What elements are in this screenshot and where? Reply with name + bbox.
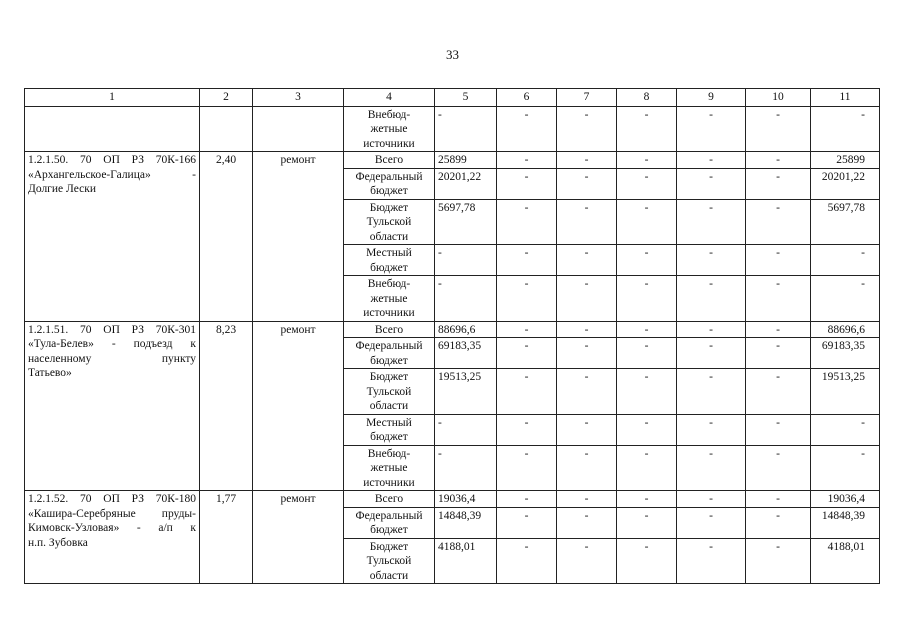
cell-col-8: - (617, 152, 677, 169)
cell-col-8: - (617, 507, 677, 538)
empty-cell (200, 106, 253, 152)
cell-col-8: - (617, 321, 677, 338)
cell-col-5: - (435, 414, 497, 445)
column-header-7: 7 (557, 89, 617, 107)
funding-source: Бюджет Тульской области (344, 369, 435, 415)
table-header-row (25, 89, 880, 107)
cell-col-6: - (497, 538, 557, 584)
cell-col-6: - (497, 276, 557, 322)
cell-col-9: - (677, 338, 746, 369)
cell-col-5: 14848,39 (435, 507, 497, 538)
funding-source: Всего (344, 152, 435, 169)
cell-col-9: - (677, 168, 746, 199)
cell-col-7: - (557, 276, 617, 322)
funding-source: Местный бюджет (344, 245, 435, 276)
cell-col-6: - (497, 445, 557, 491)
cell-col-11: - (811, 245, 880, 276)
work-type: ремонт (253, 152, 344, 322)
object-name-line: 1.2.1.52. 70 ОП РЗ 70К-180 (28, 493, 196, 505)
cell-col-8: - (617, 106, 677, 152)
cell-col-8: - (617, 369, 677, 415)
cell-col-9: - (677, 538, 746, 584)
cell-col-11: - (811, 414, 880, 445)
cell-col-7: - (557, 507, 617, 538)
column-header-10: 10 (746, 89, 811, 107)
cell-col-6: - (497, 507, 557, 538)
cell-col-9: - (677, 445, 746, 491)
cell-col-5: - (435, 276, 497, 322)
column-header-9: 9 (677, 89, 746, 107)
page-number: 33 (446, 47, 459, 62)
cell-col-10: - (746, 369, 811, 415)
cell-col-7: - (557, 369, 617, 415)
cell-col-6: - (497, 491, 557, 508)
object-name-line: Кимовск-Узловая» - а/п к (28, 522, 196, 534)
cell-col-7: - (557, 168, 617, 199)
funding-source: Внебюд- жетные источники (344, 106, 435, 152)
object-name-line: Татьево» (28, 367, 72, 379)
cell-col-7: - (557, 338, 617, 369)
empty-cell (253, 106, 344, 152)
cell-col-5: 69183,35 (435, 338, 497, 369)
cell-col-10: - (746, 445, 811, 491)
object-name (25, 491, 200, 584)
cell-col-10: - (746, 199, 811, 245)
cell-col-6: - (497, 106, 557, 152)
cell-col-10: - (746, 106, 811, 152)
object-length: 2,40 (200, 152, 253, 322)
cell-col-5: 20201,22 (435, 168, 497, 199)
cell-col-11: - (811, 276, 880, 322)
funding-source: Федеральный бюджет (344, 338, 435, 369)
cell-col-5: 25899 (435, 152, 497, 169)
cell-col-11: 19036,4 (811, 491, 880, 508)
cell-col-6: - (497, 168, 557, 199)
funding-source: Всего (344, 491, 435, 508)
object-name-line: Долгие Лески (28, 183, 96, 195)
cell-col-7: - (557, 491, 617, 508)
budget-table (24, 88, 880, 584)
object-length: 1,77 (200, 491, 253, 584)
cell-col-8: - (617, 168, 677, 199)
cell-col-6: - (497, 414, 557, 445)
cell-col-8: - (617, 491, 677, 508)
funding-source: Федеральный бюджет (344, 168, 435, 199)
table-row (25, 321, 880, 338)
cell-col-7: - (557, 152, 617, 169)
column-header-11: 11 (811, 89, 880, 107)
cell-col-5: 19513,25 (435, 369, 497, 415)
object-name (25, 321, 200, 491)
cell-col-11: 4188,01 (811, 538, 880, 584)
cell-col-10: - (746, 414, 811, 445)
cell-col-11: 19513,25 (811, 369, 880, 415)
work-type: ремонт (253, 321, 344, 491)
cell-col-7: - (557, 106, 617, 152)
cell-col-10: - (746, 338, 811, 369)
object-name-line: «Тула-Белев» - подъезд к (28, 338, 196, 350)
table-body (25, 89, 880, 584)
object-length: 8,23 (200, 321, 253, 491)
cell-col-9: - (677, 245, 746, 276)
cell-col-8: - (617, 338, 677, 369)
cell-col-10: - (746, 321, 811, 338)
cell-col-11: 5697,78 (811, 199, 880, 245)
cell-col-6: - (497, 369, 557, 415)
cell-col-8: - (617, 538, 677, 584)
cell-col-7: - (557, 245, 617, 276)
column-header-3: 3 (253, 89, 344, 107)
funding-source: Внебюд- жетные источники (344, 276, 435, 322)
cell-col-11: - (811, 445, 880, 491)
cell-col-10: - (746, 491, 811, 508)
funding-source: Всего (344, 321, 435, 338)
cell-col-9: - (677, 106, 746, 152)
cell-col-6: - (497, 338, 557, 369)
column-header-4: 4 (344, 89, 435, 107)
cell-col-9: - (677, 414, 746, 445)
cell-col-10: - (746, 276, 811, 322)
empty-cell (25, 106, 200, 152)
object-name (25, 152, 200, 322)
object-name-line: н.п. Зубовка (28, 536, 88, 549)
column-header-2: 2 (200, 89, 253, 107)
cell-col-6: - (497, 152, 557, 169)
cell-col-9: - (677, 321, 746, 338)
cell-col-9: - (677, 369, 746, 415)
cell-col-9: - (677, 507, 746, 538)
cell-col-7: - (557, 199, 617, 245)
funding-source: Бюджет Тульской области (344, 538, 435, 584)
cell-col-11: 88696,6 (811, 321, 880, 338)
column-header-6: 6 (497, 89, 557, 107)
cell-col-5: - (435, 106, 497, 152)
cell-col-11: - (811, 106, 880, 152)
cell-col-9: - (677, 152, 746, 169)
cell-col-8: - (617, 445, 677, 491)
cell-col-10: - (746, 168, 811, 199)
cell-col-9: - (677, 491, 746, 508)
cell-col-9: - (677, 199, 746, 245)
cell-col-5: 19036,4 (435, 491, 497, 508)
cell-col-11: 14848,39 (811, 507, 880, 538)
cell-col-5: - (435, 245, 497, 276)
cell-col-8: - (617, 245, 677, 276)
cell-col-10: - (746, 245, 811, 276)
table-row (25, 491, 880, 508)
work-type: ремонт (253, 491, 344, 584)
cell-col-11: 20201,22 (811, 168, 880, 199)
cell-col-8: - (617, 199, 677, 245)
cell-col-7: - (557, 414, 617, 445)
cell-col-5: 88696,6 (435, 321, 497, 338)
funding-source: Федеральный бюджет (344, 507, 435, 538)
cell-col-9: - (677, 276, 746, 322)
column-header-8: 8 (617, 89, 677, 107)
object-name-line: населенному пункту (28, 352, 196, 365)
cell-col-5: 5697,78 (435, 199, 497, 245)
cell-col-8: - (617, 414, 677, 445)
cell-col-6: - (497, 321, 557, 338)
funding-source: Бюджет Тульской области (344, 199, 435, 245)
column-header-1: 1 (25, 89, 200, 107)
cell-col-6: - (497, 245, 557, 276)
cell-col-11: 69183,35 (811, 338, 880, 369)
cell-col-8: - (617, 276, 677, 322)
cell-col-10: - (746, 152, 811, 169)
cell-col-5: - (435, 445, 497, 491)
object-name-line: «Архангельское-Галица» - (28, 168, 196, 181)
table-row (25, 106, 880, 152)
object-name-line: 1.2.1.50. 70 ОП РЗ 70К-166 (28, 154, 196, 166)
column-header-5: 5 (435, 89, 497, 107)
cell-col-11: 25899 (811, 152, 880, 169)
cell-col-10: - (746, 507, 811, 538)
cell-col-6: - (497, 199, 557, 245)
cell-col-7: - (557, 321, 617, 338)
cell-col-5: 4188,01 (435, 538, 497, 584)
cell-col-10: - (746, 538, 811, 584)
object-name-line: «Кашира-Серебряные пруды- (28, 507, 196, 520)
funding-source: Местный бюджет (344, 414, 435, 445)
funding-source: Внебюд- жетные источники (344, 445, 435, 491)
table-row (25, 152, 880, 169)
cell-col-7: - (557, 445, 617, 491)
cell-col-7: - (557, 538, 617, 584)
object-name-line: 1.2.1.51. 70 ОП РЗ 70К-301 (28, 323, 196, 336)
